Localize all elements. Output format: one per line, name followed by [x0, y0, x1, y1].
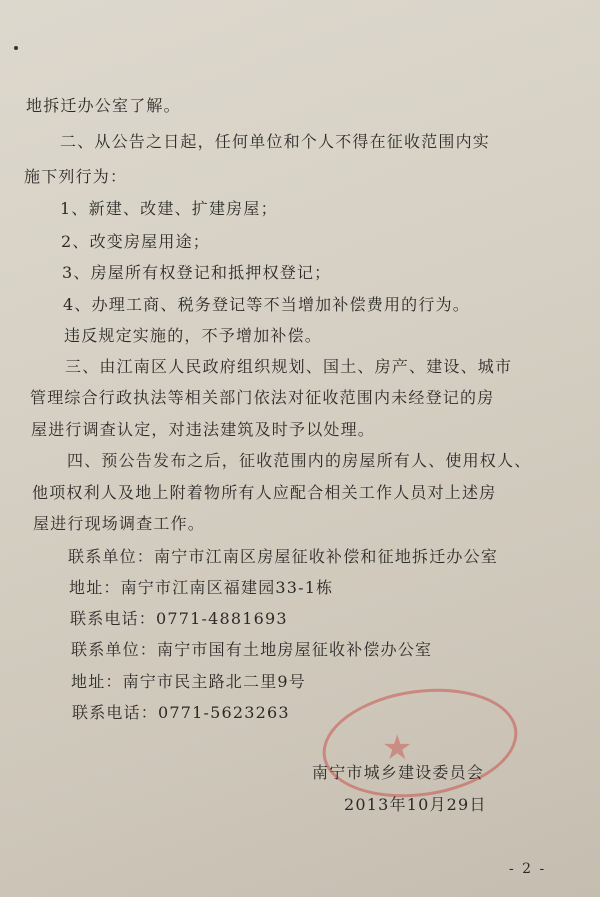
contact-label: 地址：: [69, 578, 121, 597]
body-line-11: 屋进行调查认定，对违法建筑及时予以处理。: [31, 420, 376, 439]
body-line-13: 他项权利人及地上附着物所有人应配合相关工作人员对上述房: [32, 483, 497, 502]
body-line-8: 违反规定实施的，不予增加补偿。: [64, 326, 323, 345]
body-line-7: 4、办理工商、税务登记等不当增加补偿费用的行为。: [63, 295, 470, 314]
contact-value: 南宁市江南区房屋征收补偿和征地拆迁办公室: [154, 547, 499, 566]
body-line-1: 地拆迁办公室了解。: [26, 96, 181, 115]
contact-label: 联系电话：: [72, 703, 159, 722]
contact-label: 联系单位：: [71, 640, 158, 659]
contact-label: 联系电话：: [70, 609, 157, 628]
body-line-14: 屋进行现场调查工作。: [33, 514, 206, 533]
body-line-3: 施下列行为：: [24, 167, 128, 186]
contact-value: 南宁市国有土地房屋征收补偿办公室: [157, 640, 433, 659]
contact-value: 0771-5623263: [158, 703, 290, 722]
contact-value: 0771-4881693: [156, 609, 288, 628]
contact-label: 联系单位：: [68, 547, 155, 566]
contact-phone-1: [70, 609, 288, 629]
body-line-12: 四、预公告发布之后，征收范围内的房屋所有人、使用权人、: [67, 451, 532, 470]
contact-address-2: [71, 672, 306, 692]
page-number: - 2 -: [509, 861, 547, 877]
signature-date: 2013年10月29日: [344, 795, 487, 814]
seal-star-icon: ★: [382, 728, 413, 768]
body-line-6: 3、房屋所有权登记和抵押权登记；: [62, 263, 332, 282]
body-line-9: 三、由江南区人民政府组织规划、国土、房产、建设、城市: [65, 357, 513, 376]
contact-unit-2: [71, 640, 432, 660]
signature-org: 南宁市城乡建设委员会: [312, 763, 485, 782]
contact-phone-2: [72, 703, 290, 723]
official-seal: [316, 677, 525, 809]
contact-label: 地址：: [71, 672, 123, 691]
corner-mark: [14, 46, 18, 50]
body-line-10: 管理综合行政执法等相关部门依法对征收范围内未经登记的房: [30, 388, 495, 407]
body-line-5: 2、改变房屋用途；: [61, 232, 210, 251]
body-line-4: 1、新建、改建、扩建房屋；: [60, 199, 278, 218]
contact-unit-1: [68, 547, 498, 567]
body-line-2: 二、从公告之日起，任何单位和个人不得在征收范围内实: [60, 132, 491, 151]
contact-value: 南宁市民主路北二里9号: [122, 672, 306, 691]
contact-value: 南宁市江南区福建园33-1栋: [120, 578, 334, 597]
contact-address-1: [69, 578, 333, 598]
